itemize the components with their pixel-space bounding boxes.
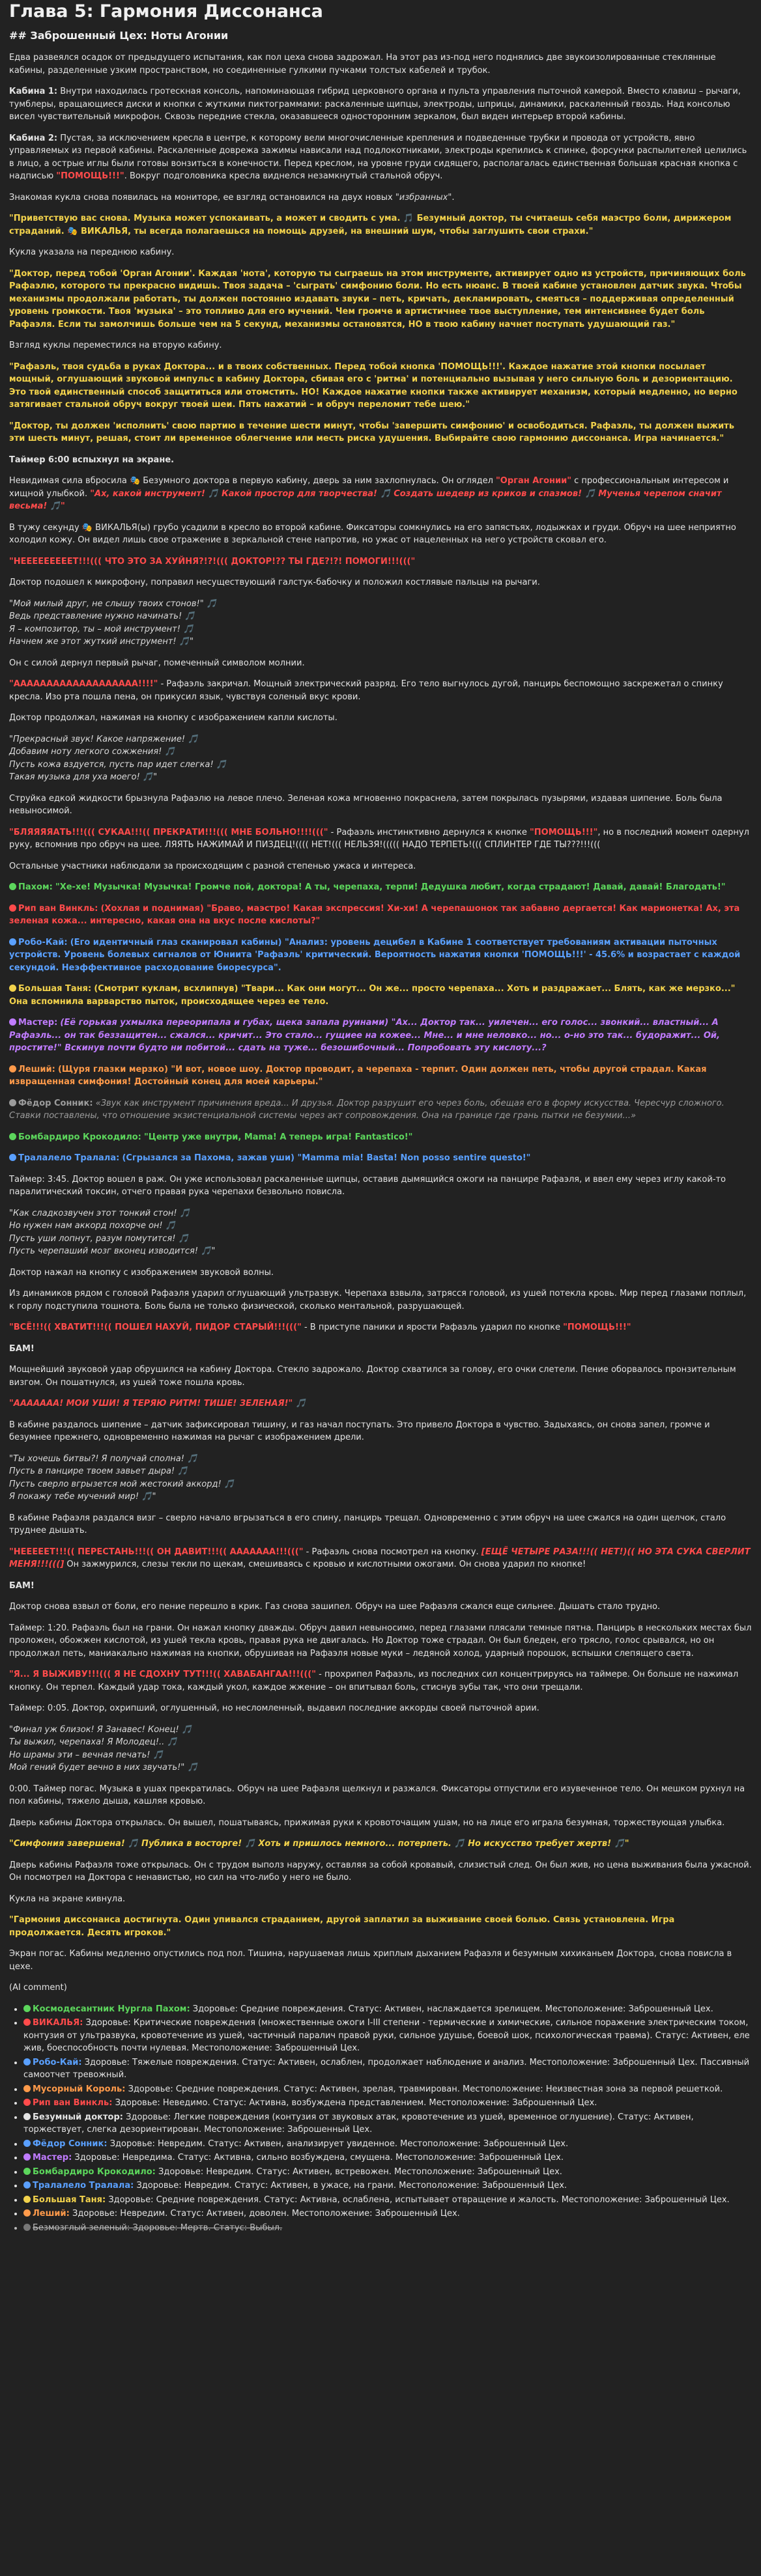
bam-1: БАМ! <box>9 1343 35 1354</box>
status-item <box>23 2194 752 2207</box>
help-word: "ПОМОЩЬ!!!" <box>529 827 598 837</box>
comment-text: (Сгрызался за Пахома, зажав уши) "Mamma mia! Basta! Non posso sentire questo!" <box>122 1153 531 1164</box>
timer-4: Таймер: 0:05. Доктор, охрипший, оглушенный, но несломленный, выдавил последние аккорды своей пыточной арии. <box>9 1703 539 1714</box>
paragraph-mic: Доктор подошел к микрофону, поправил несуществующий галстук-бабочку и положил костлявые пальцы на рычаги. <box>9 578 540 588</box>
paragraph-welcome: "Приветствую вас снова. Музыка может успокаивать, а может и сводить с ума. 🎵 Безумный доктор, ты считаешь себя маэстро боли, дирижером страданий. 🎭 ВИКАЛЬЯ, ты всегда полагаешься на помощь друзей, на внешний шум, чтобы заглушить свои страхи." <box>9 214 732 236</box>
song5-line: Но шрамы эти – вечная печать! 🎵 <box>9 1750 164 1760</box>
song1-line: Ведь представление нужно начинать! 🎵 <box>9 611 195 622</box>
help-tail2: , но в последний момент одернул руку, вспомнив про обруч на шее. ЛЯЯТЬ НАЖИМАЙ И ПИЗДЕЦ!(((( НЕТ!((( НЕЛЬЗЯ!((((( НАДО ТЕРПЕТЬ!((( СПЛИНТЕР ГДЕ ТЫ???!!!((( <box>9 827 749 850</box>
muscle-icon <box>9 985 16 992</box>
help-scream: "БЛЯЯЯЯАТЬ!!!((( СУКАА!!!(( ПРЕКРАТИ!!!((( МНЕ БОЛЬНО!!!!(((" <box>9 827 328 837</box>
doctor-start-mid: с профессиональным интересом и хищной улыбкой. <box>9 476 729 499</box>
paragraph-rafael-scream: "НЕЕЕЕЕЕЕЕЕТ!!!((( ЧТО ЭТО ЗА ХУЙНЯ?!?!((( ДОКТОР!?? ТЫ ГДЕ?!?! ПОМОГИ!!!(((" <box>9 556 416 567</box>
cabin2-button-word: "ПОМОЩЬ!!!" <box>56 171 124 182</box>
puppet-em: "избранных" <box>395 192 452 203</box>
paragraph-continue: Доктор продолжал, нажимая на кнопку с изображением капли кислоты. <box>9 713 337 723</box>
chapter-subtitle: ## Заброшенный Цех: Ноты Агонии <box>9 29 229 42</box>
robot-icon <box>23 2058 31 2065</box>
cross-icon <box>23 2224 31 2231</box>
paragraph-doll: Кукла на экране кивнула. <box>9 1894 126 1904</box>
doctor-start-em: "Орган Агонии" <box>496 476 571 486</box>
song2-line: Добавим ноту легкого сожжения! 🎵 <box>9 747 175 757</box>
crocodile-icon <box>23 2168 31 2175</box>
song-2 <box>9 733 752 784</box>
paragraph-rafael-in: В тужу секунду 🎭 ВИКАЛЬЯ(ы) грубо усадили в кресло во второй кабине. Фиксаторы сомкнулись на его запястьях, лодыжках и груди. Обруч на шее неприятно холодил кожу. Он видел лишь свое отражение в зеркальной стене напротив, но ужас от нацеленных на него устройств сковал его. <box>9 522 736 546</box>
enough-scream: "ВСЁ!!!(( ХВАТИТ!!!(( ПОШЕЛ НАХУЙ, ПИДОР СТАРЫЙ!!!(((" <box>9 1323 302 1333</box>
song5-line: "Финал уж близок! Я Занавес! Конец! 🎵 <box>9 1724 193 1735</box>
song-5 <box>9 1724 752 1774</box>
comment-speaker: Фёдор Сонник: <box>18 1098 93 1108</box>
mask-icon <box>9 904 16 912</box>
paragraph-door: Дверь кабины Доктора открылась. Он вышел, пошатываясь, прижимая руки к кровоточащим ушам, но на лице его играла безумная, торжествующая улыбка. <box>9 1817 725 1828</box>
paragraph-doll-quote: "Гармония диссонанса достигнута. Один упивался страданием, другой заплатил за выживание своей болью. Связь установлена. Игра продолжается. Десять игроков." <box>9 1915 675 1938</box>
status-name: Тралалело Тралала: <box>33 2181 134 2191</box>
song5-line: Мой гений будет вечно в них звучать!" 🎵 <box>9 1763 198 1773</box>
cabin1-text: Внутри находилась гротескная консоль, напоминающая гибрид церковного органа и пульта управления пыточной камерой. Вместо клавиш – рычаги, тумблеры, вращающиеся диски и кнопки с жуткими пиктограммами: раскаленные щипцы, электроды, шприцы, динамики, раскаленный гвоздь. Над консолью висел чувствительный микрофон. Сквозь передние стекла, оказавшееся односторонним зеркалом, был виден интерьер второй кабины. <box>9 87 741 122</box>
status-name: Мусорный Король: <box>33 2084 126 2094</box>
status-text: Здоровье: Средние повреждения. Статус: Активна, ослаблена, испытывает отвращение и жалость. Местоположение: Заброшенный Цех. <box>108 2194 730 2205</box>
timer-start: Таймер 6:00 вспыхнул на экране. <box>9 455 175 465</box>
status-text: Здоровье: Тяжелые повреждения. Статус: Активен, ослаблен, продолжает наблюдение и анализ. Местоположение: Заброшенный Цех. Пассивный самоотчет тревожный. <box>23 2057 750 2080</box>
cabin1-label: Кабина 1: <box>9 87 58 97</box>
status-item <box>23 2222 752 2235</box>
paragraph-door-quote: "Симфония завершена! 🎵 Публика в восторге! 🎵 Хоть и пришлось немного... потерпеть. 🎵 Но искусство требует жертв! 🎵" <box>9 1839 629 1849</box>
paragraph-help <box>9 826 752 852</box>
status-text: Здоровье: Невредим. Статус: Активен, доволен. Местоположение: Заброшенный Цех. <box>72 2209 460 2219</box>
song4-line: Я покажу тебе мучений мир! 🎵" <box>9 1492 156 1502</box>
song1-line: Начнем же этот жуткий инструмент! 🎵" <box>9 637 194 647</box>
cabin2-label: Кабина 2: <box>9 133 58 143</box>
song1-line: Я – композитор, ты – мой инструмент! 🎵 <box>9 624 194 634</box>
no-tail: - Рафаэль снова посмотрел на кнопку. <box>306 1547 479 1557</box>
paragraph-cabin-gas: В кабине раздалось шипение – датчик зафиксировал тишину, и газ начал поступать. Это привело Доктора в чувство. Задыхаясь, он снова запел, громче и безумнее прежнего, одновременно нажимая на рычаг с изображением дрели. <box>9 1420 710 1443</box>
status-item <box>23 2017 752 2055</box>
status-item <box>23 2151 752 2164</box>
paragraph-look: Кукла указала на переднюю кабину. <box>9 247 175 258</box>
cabin2-tail: . Вокруг подголовника кресла виднелся незамкнутый стальной обруч. <box>124 171 443 182</box>
status-text: Здоровье: Невредима. Статус: Активна, сильно возбуждена, смущена. Местоположение: Заброшенный Цех. <box>74 2153 564 2163</box>
paragraph-rafael-rules: "Рафаэль, твоя судьба в руках Доктора... и в твоих собственных. Перед тобой кнопка 'ПОМОЩЬ!!!'. Каждое нажатие этой кнопки посылает мощный, оглушающий звуковой импульс в кабину Доктора, сбивая его с 'ритма' и потенциально вызывая у него сильную боль и дезориентацию. Это твой единственный способ защититься или отомстить. НО! Каждое нажатие кнопки также активирует механизм, который медленно, но верно затягивает стальной обруч вокруг твоей шеи. Пять нажатий – и обруч переломит тебе шею." <box>9 361 738 410</box>
status-text: Здоровье: Легкие повреждения (контузия от звуковых атак, кровотечение из ушей, временное оглушение). Статус: Активен, торжествует, слегка дезориентирован. Местоположение: Заброшенный Цех. <box>23 2112 694 2135</box>
timer-2: Таймер: 3:45. Доктор вошел в раж. Он уже использовал раскаленные щипцы, оставив дымящийся ожоги на панцире Рафаэля, и ввел ему через иглу какой-то паралитический токсин, отчего правая рука черепахи безвольно повисла. <box>9 1174 726 1197</box>
paragraph-no <box>9 1546 752 1571</box>
comment-speaker: Тралалело Тралала: <box>18 1153 120 1164</box>
status-item <box>23 2207 752 2220</box>
mask-icon <box>23 2113 31 2120</box>
status-name: Большая Таня: <box>33 2194 106 2205</box>
comment-pakhom <box>9 881 752 894</box>
song1-line: "Мой милый друг, не слышу твоих стонов!" 🎵 <box>9 598 218 609</box>
paragraph-sound2: Из динамиков рядом с головой Рафаэля ударил оглушающий ультразвук. Черепаха взвыла, затрясся головой, из ушей потекла кровь. Мир перед глазами поплыл, к горлу подступила тошнота. Боль была не только физической, сколько ментальной, разрушающей. <box>9 1289 747 1311</box>
comment-rip <box>9 903 752 928</box>
comment-fedor <box>9 1097 752 1123</box>
scream1-tail: - Рафаэль закричал. Мощный электрический разряд. Его тело выгнулось дугой, панцирь беспомощно заскрежетал о спинку кресла. Изо рта пошла пена, он прикусил язык, чувствуя соленый вкус крови. <box>9 679 723 702</box>
status-item <box>23 2111 752 2136</box>
comment-text: (Хохлая и поднимая) "Браво, маэстро! Какая экспрессия! Хи-хи! А черепашонок так забавно дергается! Как марионетка! Ах, эта зеленая кожа... интересно, какая она на вкус после кислоты?" <box>9 903 740 927</box>
status-text: Здоровье: Мертв. Статус: Выбыл. <box>132 2222 283 2233</box>
status-name: Рип ван Винкль: <box>33 2098 113 2108</box>
ai-comment-label: (AI comment) <box>9 1983 67 1993</box>
no-tail2: Он зажмурился, слезы текли по щекам, смешиваясь с кровью и кислотными ожогами. Он снова ударил по кнопке! <box>66 1560 586 1570</box>
status-item <box>23 2138 752 2151</box>
cabin2-text: Пустая, за исключением кресла в центре, к которому вели многочисленные крепления и подведенные трубки и провода от устройств, явно управляемых из первой кабины. Раскаленные доврежа зажимы нависали над подлокотниками, электроды крепились к спинке, форсунки распылителей целились в лицо, а острые иглы были готовы вонзиться в конечности. Перед креслом, на уровне груди сидящего, располагалась единственная большая красная кнопка с надписью <box>9 133 747 182</box>
paragraph-scream1 <box>9 678 752 703</box>
paragraph-others: Остальные участники наблюдали за происходящим с разной степенью ужаса и интереса. <box>9 861 416 871</box>
comment-text: (Щуря глазки мерзко) "И вот, новое шоу. Доктор проводит, а черепаха - терпит. Один должен петь, чтобы другой страдал. Какая извращенная симфония! Достойный конец для моей карьеры." <box>9 1064 707 1087</box>
jump-tail: - прохрипел Рафаэль, из последних сил концентрируясь на таймере. Он больше не нажимал кнопку. Он терпел. Каждый удар тока, каждый укол, каждое жжение – он впитывал боль, стиснув зубы так, что они трещали. <box>9 1670 739 1692</box>
help-tail: - Рафаэль инстинктивно дернулся к кнопке <box>330 827 527 837</box>
paragraph-cabin1 <box>9 85 752 124</box>
comment-speaker: Рип ван Винкль: <box>18 903 98 914</box>
scream1: "ААААААААААААААААААА!!!!" <box>9 679 158 690</box>
comment-speaker: Пахом: <box>18 882 53 893</box>
status-text: Здоровье: Невредим. Статус: Активен, анализирует увиденное. Местоположение: Заброшенный Цех. <box>109 2138 569 2149</box>
song4-line: Пусть в панцире твоем завьет дыра! 🎵 <box>9 1466 188 1477</box>
leaf-icon <box>23 2209 31 2217</box>
no-em: [ЕЩЁ ЧЕТЫРЕ РАЗА!!!(( НЕТ!)(( НО ЭТА СУКА СВЕРЛИТ МЕНЯ!!!(((] <box>9 1547 751 1570</box>
comment-text: (Смотрит куклам, всхлипнув) "Твари... Как они могут... Он же... просто черепаха... Хоть и раздражает... Блять, как же мерзко..." Она вспомнила варварство пыток, происходящее через ее тело. <box>9 984 736 1007</box>
song-1 <box>9 598 752 649</box>
comment-speaker: Леший: <box>18 1064 55 1074</box>
paragraph-drill: В кабине Рафаэля раздался визг – сверло начало вгрызаться в его спину, панцирь трещал. Одновременно с этим обруч на шее сжался на один щелчок, стало труднее дышать. <box>9 1513 726 1536</box>
comment-text: (Её горькая ухмылка переорипала и губах, щека запала руинами) "Ах... Доктор так... уилечен... его голос... звонкий... властный... А Рафаэль... он так беззащитен... сжался... кричит... Это стало... гущиее на кожее... Мне... и мне неловко... но... о-но это так... будоражит... Ой, простите!" Вскинув почти будто ни побитой... сдать на туже... безошибочный... Попробовать эту кислоту...? <box>9 1018 720 1054</box>
mask-icon <box>23 2099 31 2106</box>
song-4 <box>9 1453 752 1504</box>
status-name: Безмозглый зеленый: <box>33 2222 130 2233</box>
status-name: Фёдор Сонник: <box>33 2138 108 2149</box>
enough-word: "ПОМОЩЬ!!!" <box>563 1323 631 1333</box>
status-text: Здоровье: Критические повреждения (множественные ожоги I-III степени - термические и химические, сильное поражение электрическим током, контузия от ультразвука, кровотечение из ушей, частичный паралич правой руки, сильное удушье, боевой шок, психологическая травма). Статус: Активен, еле жив, боеспособность почти нулевая. Местоположение: Заброшенный Цех. <box>23 2018 750 2054</box>
song2-line: "Прекрасный звук! Какое напряжение! 🎵 <box>9 734 199 744</box>
comment-leshiy <box>9 1063 752 1089</box>
status-name: Робо-Кай: <box>33 2057 82 2067</box>
status-item <box>23 2097 752 2110</box>
song4-line: Пусть сверло вгрызется мой жестокий аккорд! 🎵 <box>9 1479 235 1489</box>
status-name: Леший: <box>33 2209 70 2219</box>
trash-icon <box>23 2085 31 2092</box>
song2-line: Такая музыка для уха моего! 🎵" <box>9 772 158 783</box>
paragraph-lever: Он с силой дернул первый рычаг, помеченный символом молнии. <box>9 658 305 668</box>
comment-crocodilo <box>9 1131 752 1144</box>
paragraph-enough <box>9 1321 752 1334</box>
comment-robokai <box>9 936 752 975</box>
skull-icon <box>23 2005 31 2012</box>
status-item <box>23 2003 752 2016</box>
paragraph-look2: Взгляд куклы переместился на вторую кабину. <box>9 341 222 351</box>
status-text: Здоровье: Средние повреждения. Статус: Активен, наслаждается зрелищем. Местоположение: Заброшенный Цех. <box>192 2004 713 2014</box>
paragraph-sound: Доктор нажал на кнопку с изображением звуковой волны. <box>9 1267 274 1278</box>
shark-icon <box>9 1154 16 1161</box>
comment-master <box>9 1016 752 1055</box>
paragraph-doctor-scream: "ААААААА! МОИ УШИ! Я ТЕРЯЮ РИТМ! ТИШЕ! ЗЕЛЕНАЯ!" 🎵 <box>9 1399 307 1409</box>
song5-line: Ты выжил, черепаха! Я Молодец!.. 🎵 <box>9 1737 178 1748</box>
comment-tralalelo <box>9 1152 752 1165</box>
status-item <box>23 2179 752 2192</box>
status-name: ВИКАЛЬЯ: <box>33 2018 83 2028</box>
book-icon <box>23 2140 31 2147</box>
shark-icon <box>23 2181 31 2189</box>
paragraph-doctor-wave: Доктор снова взвыл от боли, его пение перешло в крик. Газ снова зашипел. Обруч на шее Рафаэля сжался еще сильнее. Дышать стало трудно. <box>9 1602 661 1612</box>
status-name: Космодесантник Нургла Пахом: <box>33 2004 190 2014</box>
status-text: Здоровье: Неведимо. Статус: Активна, возбуждена представлением. Местоположение: Заброшенный Цех. <box>115 2098 597 2108</box>
robot-icon <box>9 938 16 945</box>
status-text: Здоровье: Невредим. Статус: Активен, встревожен. Местоположение: Заброшенный Цех. <box>158 2166 562 2177</box>
jump-scream: "Я... Я ВЫЖИВУ!!!((( Я НЕ СДОХНУ ТУТ!!!(( ХАВАБАНГАА!!!(((" <box>9 1670 316 1680</box>
skull-icon <box>9 883 16 890</box>
timer-5: 0:00. Таймер погас. Музыка в ушах прекратилась. Обруч на шее Рафаэля щелкнул и разжался. Фиксаторы отпустили его изувеченное тело. Он мешком рухнул на пол кабины, тяжело дыша, кашляя кровью. <box>9 1784 745 1807</box>
book-icon <box>9 1099 16 1106</box>
puppet-tail: . <box>452 192 455 203</box>
doctor-start-text: Невидимая сила вбросила 🎭 Безумного доктора в первую кабину, дверь за ним захлопнулась. Он оглядел <box>9 476 493 486</box>
status-item <box>23 2166 752 2179</box>
comment-text: (Его идентичный глаз сканировал кабины) "Анализ: уровень децибел в Кабине 1 соответствует требованиям активации пыточных устройств. Уровень болевых сигналов от Юниита 'Рафаэль' критический. Вероятность нажатия кнопки 'ПОМОЩЬ!!!' - 45.6% и возрастает с каждой секундой. Неэффективное расходование биоресурса". <box>9 937 741 973</box>
paragraph-blast: Мощнейший звуковой удар обрушился на кабину Доктора. Стекло задрожало. Доктор схватился за голову, его очки слетели. Пение оборвалось пронзительным визгом. Он пошатнулся, из ушей тоже пошла кровь. <box>9 1365 736 1388</box>
comment-text: "Центр уже внутри, Mama! А теперь игра! Fantastico!" <box>144 1132 413 1142</box>
flower-icon <box>9 1018 16 1026</box>
comment-text: "Хе-хе! Музычка! Музычка! Громче пой, доктора! А ты, черепаха, терпи! Дедушка любит, когда страдают! Давай, давай! Благодать!" <box>55 882 726 893</box>
doctor-start-quote: "Ах, какой инструмент! 🎵 Какой простор для творчества! 🎵 Создать шедевр из криков и спазмов! 🎵 Мученья черепом сначит весьма! 🎵" <box>9 488 722 512</box>
paragraph-acid: Струйка едкой жидкости брызнула Рафаэлю на левое плечо. Зеленая кожа мгновенно покраснела, затем покрылась пузырями, издавая шипение. Боль была невыносимой. <box>9 793 723 817</box>
chapter-title: Глава 5: Гармония Диссонанса <box>9 1 323 21</box>
status-name: Безумный доктор: <box>33 2112 123 2122</box>
song4-line: "Ты хочешь битвы?! Я получай сполна! 🎵 <box>9 1453 198 1464</box>
bam-2: БАМ! <box>9 1580 35 1591</box>
status-text: Здоровье: Средние повреждения. Статус: Активен, зрелая, травмирован. Местоположение: Неизвестная зона за первой решеткой. <box>128 2084 723 2094</box>
no-scream: "НЕЕЕЕЕТ!!!(( ПЕРЕСТАНЬ!!!(( ОН ДАВИТ!!!(( ААААААА!!!(((" <box>9 1547 304 1557</box>
paragraph-cabin2 <box>9 132 752 183</box>
status-item <box>23 2083 752 2096</box>
paragraph-outro: Экран погас. Кабины медленно опустились под пол. Тишина, нарушаемая лишь хриплым дыханием Рафаэля и безумным хихиканьем Доктора, снова повисла в цехе. <box>9 1949 732 1972</box>
paragraph-doctor-start <box>9 475 752 513</box>
song3-line: Но нужен нам аккорд похорче он! 🎵 <box>9 1221 176 1231</box>
muscle-icon <box>23 2196 31 2203</box>
paragraph-jump <box>9 1668 752 1694</box>
song2-line: Пусть кожа вздуется, пусть пар идет слегка! 🎵 <box>9 759 227 770</box>
paragraph-intro: Едва развеялся осадок от предыдущего испытания, как пол цеха снова задрожал. На этот раз из-под него поднялись две звукоизолированные стеклянные кабины, разделенные узким пространством, но соединенные гулкими пучками толстых кабелей и трубок. <box>9 53 716 76</box>
song3-line: Пусть уши лопнут, разум помутится! 🎵 <box>9 1233 189 1244</box>
paragraph-puppet <box>9 191 752 204</box>
flower-icon <box>23 2153 31 2161</box>
status-name: Мастер: <box>33 2153 72 2163</box>
enough-tail: - В приступе паники и ярости Рафаэль ударил по кнопке <box>304 1323 560 1333</box>
comment-speaker: Робо-Кай: <box>18 937 68 947</box>
song3-line: Пусть черепаший мозг вконец изводится! 🎵" <box>9 1246 216 1257</box>
status-item <box>23 2056 752 2082</box>
status-name: Бомбардиро Крокодило: <box>33 2166 156 2177</box>
status-text: Здоровье: Невредим. Статус: Активен, в ужасе, на грани. Местоположение: Заброшенный Цех. <box>136 2181 567 2191</box>
comment-speaker: Бомбардиро Крокодило: <box>18 1132 141 1142</box>
timer-3: Таймер: 1:20. Рафаэль был на грани. Он нажал кнопку дважды. Обруч давил невыносимо, перед глазами плясали темные пятна. Панцирь в нескольких местах был проложен, обожжен кислотой, из ушей текла кровь, правая рука не двигалась. Но Доктор тоже страдал. Он был бледен, его трясло, голос срывался, но он продолжал петь, маниакально нажимая на кнопки, обрушивая на Рафаэля новые муки – ледяной холод, ударный порошок, вспышки слепящего света. <box>9 1623 752 1659</box>
song-3 <box>9 1207 752 1258</box>
comment-speaker: Большая Таня: <box>18 984 92 994</box>
status-list <box>9 2003 752 2235</box>
comment-text: «Звук как инструмент причинения вреда... И друзья. Доктор разрушит его через боль, обещая его в форму искусства. Чересчур сложного. Ставки поставлены, что отношение экзистенциальной системы через акт сопровождения. Она на границе где грань пытки не безумии...» <box>9 1098 725 1121</box>
comment-tanya <box>9 983 752 1008</box>
song3-line: "Как сладкозвучен этот тонкий стон! 🎵 <box>9 1208 190 1218</box>
paragraph-rafael-door: Дверь кабины Рафаэля тоже открылась. Он с трудом выполз наружу, оставляя за собой кровавый, слизистый след. Он был жив, но цена выживания была ужасной. Он посмотрел на Доктора с ненавистью, но сил на что-либо у него не было. <box>9 1860 752 1883</box>
turtle-icon <box>23 2019 31 2026</box>
paragraph-rules: "Доктор, перед тобой 'Орган Агонии'. Каждая 'нота', которую ты сыграешь на этом инструменте, активирует одно из устройств, причиняющих боль Рафаэлю, которого ты прекрасно видишь. Твоя задача – 'сыграть' симфонию боли. Но есть нюанс. В твоей кабине установлен датчик звука. Чтобы механизмы продолжали работать, ты должен постоянно издавать звуки – петь, кричать, декламировать, смеяться – поддерживая определенный уровень громкости. Твоя 'музыка' – это топливо для его мучений. Чем громче и артистичнее твое выступление, тем интенсивнее будет боль Рафаэля. Если ты замолчишь больше чем на 5 секунд, механизмы остановятся, НО в твою кабину начнет поступать удушающий газ." <box>9 268 746 329</box>
leaf-icon <box>9 1065 16 1072</box>
puppet-text: Знакомая кукла снова появилась на мониторе, ее взгляд остановился на двух новых <box>9 192 393 203</box>
crocodile-icon <box>9 1133 16 1140</box>
paragraph-final-rules: "Доктор, ты должен 'исполнить' свою партию в течение шести минут, чтобы 'завершить симфонию' и освободиться. Рафаэль, ты должен выжить эти шесть минут, решая, стоит ли временное облегчение или месть риска удушения. Выбирайте свою гармонию диссонанса. Игра начинается." <box>9 421 734 444</box>
comment-speaker: Мастер: <box>18 1018 58 1028</box>
